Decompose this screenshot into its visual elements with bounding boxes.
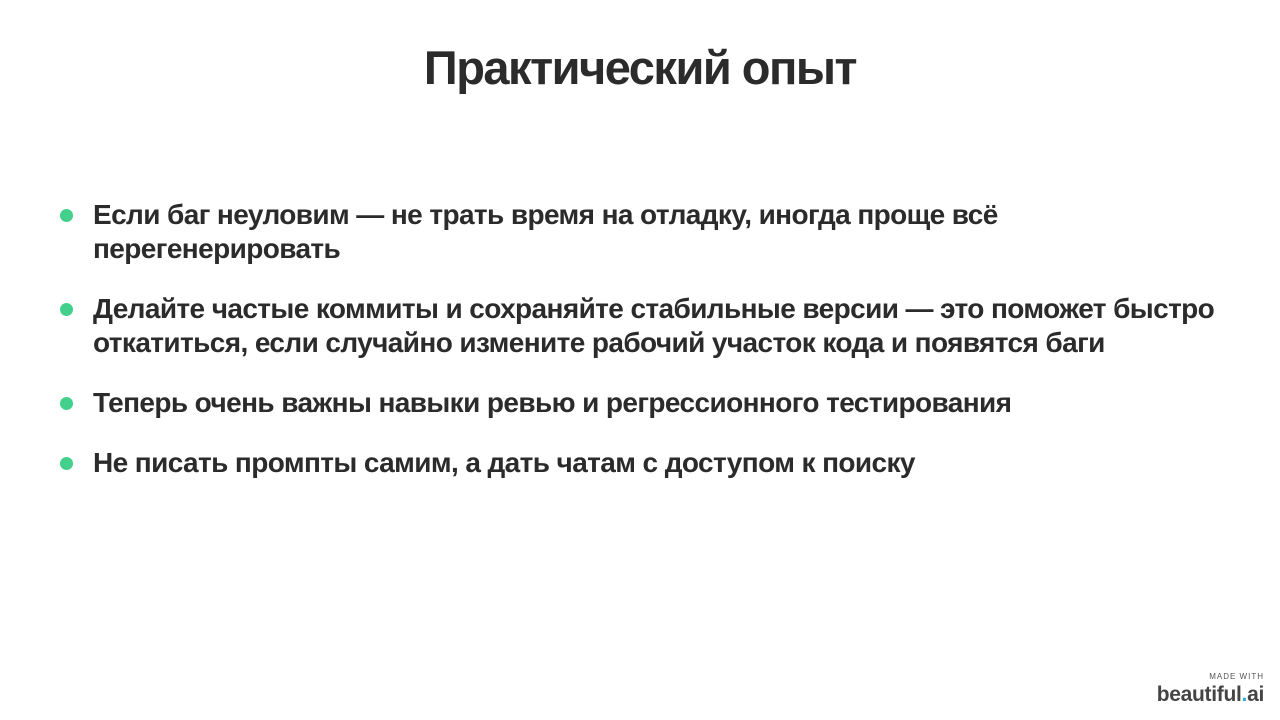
made-with-label: MADE WITH (1209, 672, 1264, 681)
list-item (60, 198, 1093, 266)
bullet-dot-icon (60, 457, 73, 470)
list-item (60, 386, 1243, 420)
brand-dot: . (1241, 683, 1248, 706)
bullet-text: Не писать промпты самим, а дать чатам с доступом к поиску (93, 447, 915, 478)
bullet-dot-icon (60, 209, 73, 222)
bullet-text: Если баг неуловим — не трать время на отладку, иногда проще всё перегенерировать (93, 199, 998, 264)
list-item (60, 292, 1243, 360)
bullet-dot-icon (60, 303, 73, 316)
slide-title: Практический опыт (423, 41, 857, 94)
bullet-text: Делайте частые коммиты и сохраняйте стабильные версии — это поможет быстро откатиться, если случайно измените рабочий участок кода и появятся баги (93, 293, 1215, 358)
brand-logo (1157, 682, 1264, 708)
list-item (60, 446, 1243, 480)
brand-suffix: ai (1247, 683, 1264, 706)
brand-name: beautiful (1156, 683, 1242, 706)
made-with-beautiful-ai-watermark[interactable] (1157, 672, 1264, 708)
bullet-list (60, 198, 1240, 506)
bullet-text: Теперь очень важны навыки ревью и регрессионного тестирования (93, 387, 1012, 418)
bullet-dot-icon (60, 397, 73, 410)
